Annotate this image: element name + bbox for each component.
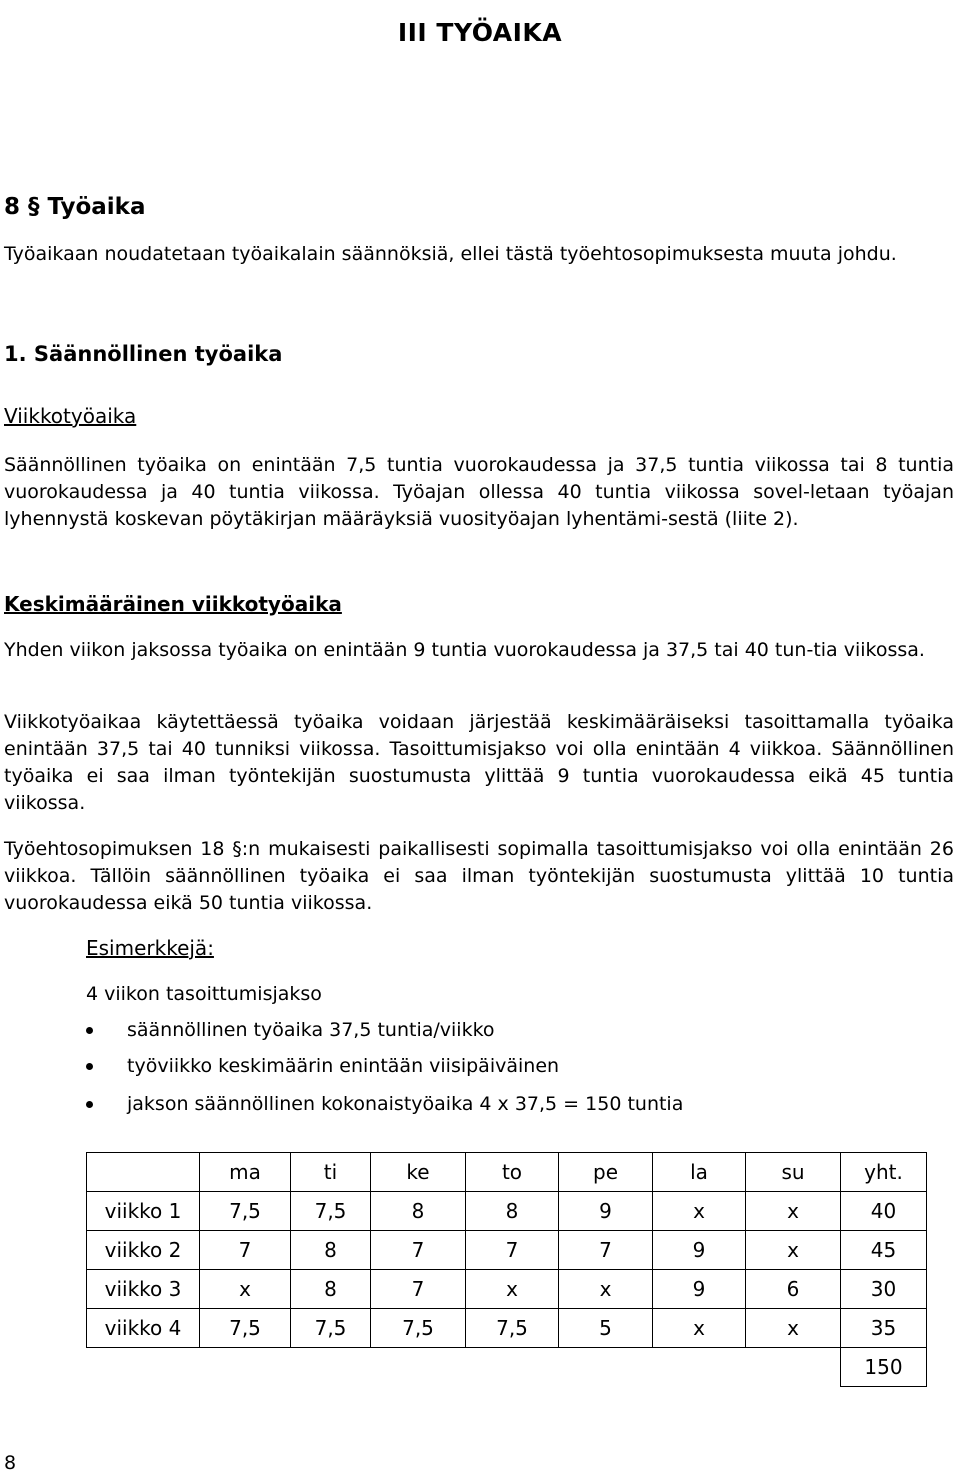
table-cell: 7,5	[200, 1192, 291, 1231]
table-cell: 7	[371, 1270, 466, 1309]
table-total-row	[87, 1348, 927, 1387]
table-total-cell: 150	[841, 1348, 927, 1387]
bullet-item	[86, 1019, 495, 1041]
bullet-dot-icon	[86, 1027, 93, 1034]
table-cell: x	[466, 1270, 559, 1309]
table-row	[87, 1270, 927, 1309]
table-cell: x	[653, 1309, 746, 1348]
table-cell: x	[559, 1270, 653, 1309]
table-cell: 7	[371, 1231, 466, 1270]
table-cell: 7,5	[200, 1309, 291, 1348]
table-header-cell: ma	[200, 1153, 291, 1192]
table-row	[87, 1309, 927, 1348]
table-cell: x	[200, 1270, 291, 1309]
avg-paragraph-2: Viikkotyöaikaa käytettäessä työaika voidaan järjestää keskimääräiseksi tasoittamalla työaika enintään 37,5 tai 40 tunniksi viikossa. Tasoittumisjakso voi olla enintään 4 viikkoa. Säännöllinen työaika ei saa ilman työntekijän suostumusta ylittää 9 tuntia vuorokaudessa eikä 45 tuntia viikossa.	[4, 711, 954, 814]
avg-paragraph-3: Työehtosopimuksen 18 §:n mukaisesti paikallisesti sopimalla tasoittumisjakso voi olla enintään 26 viikkoa. Tällöin säännöllinen työaika ei saa ilman työntekijän suostumusta ylittää 10 tuntia vuorokaudessa eikä 50 tuntia viikossa.	[4, 838, 954, 914]
table-cell: 8	[466, 1192, 559, 1231]
table-header-cell: ti	[291, 1153, 371, 1192]
page-number: 8	[4, 1452, 17, 1474]
bullet-item	[86, 1055, 559, 1077]
subsection-heading: 1. Säännöllinen työaika	[4, 342, 283, 366]
table-cell: x	[746, 1309, 841, 1348]
table-cell: 35	[841, 1309, 927, 1348]
table-cell: 45	[841, 1231, 927, 1270]
table-cell: viikko 3	[87, 1270, 200, 1309]
table-cell: 9	[653, 1270, 746, 1309]
table-cell: 7,5	[291, 1309, 371, 1348]
bullet-dot-icon	[86, 1101, 93, 1108]
table-blank-cell	[87, 1348, 841, 1387]
avg-heading: Keskimääräinen viikkotyöaika	[4, 592, 342, 616]
table-header-cell: pe	[559, 1153, 653, 1192]
table-cell: 8	[291, 1270, 371, 1309]
bullet-text: säännöllinen työaika 37,5 tuntia/viikko	[127, 1019, 495, 1041]
bullet-item	[86, 1093, 683, 1115]
table-cell: 7,5	[291, 1192, 371, 1231]
table-header-cell: su	[746, 1153, 841, 1192]
weekly-text: Säännöllinen työaika on enintään 7,5 tuntia vuorokaudessa ja 37,5 tuntia viikossa tai 8 tuntia vuorokaudessa ja 40 tuntia viikossa. Työajan ollessa 40 tuntia viikossa sovel-letaan työajan lyhennystä koskevan pöytäkirjan määräyksiä vuosityöajan lyhentämi-sestä (liite 2).	[4, 454, 954, 530]
table-cell: viikko 2	[87, 1231, 200, 1270]
examples-period: 4 viikon tasoittumisjakso	[86, 983, 322, 1005]
schedule-table	[86, 1152, 927, 1387]
table-row	[87, 1231, 927, 1270]
table-cell: 30	[841, 1270, 927, 1309]
table-cell: 8	[291, 1231, 371, 1270]
table-cell: 40	[841, 1192, 927, 1231]
table-header-cell: to	[466, 1153, 559, 1192]
table-cell: viikko 1	[87, 1192, 200, 1231]
bullet-text: jakson säännöllinen kokonaistyöaika 4 x 37,5 = 150 tuntia	[127, 1093, 684, 1115]
table-cell: 7,5	[371, 1309, 466, 1348]
weekly-heading: Viikkotyöaika	[4, 404, 137, 428]
table-header-cell: yht.	[841, 1153, 927, 1192]
table-cell: 5	[559, 1309, 653, 1348]
table-header-cell	[87, 1153, 200, 1192]
table-cell: 9	[653, 1231, 746, 1270]
bullet-dot-icon	[86, 1063, 93, 1070]
table-cell: 7	[466, 1231, 559, 1270]
table-header-cell: la	[653, 1153, 746, 1192]
section-intro: Työaikaan noudatetaan työaikalain säännöksiä, ellei tästä työehtosopimuksesta muuta johdu.	[4, 243, 897, 265]
table-header-cell: ke	[371, 1153, 466, 1192]
section-heading: 8 § Työaika	[4, 194, 146, 220]
table-header-row	[87, 1153, 927, 1192]
table-cell: 8	[371, 1192, 466, 1231]
table-cell: 7	[559, 1231, 653, 1270]
table-cell: x	[746, 1231, 841, 1270]
table-cell: 7,5	[466, 1309, 559, 1348]
avg-paragraph-1: Yhden viikon jaksossa työaika on enintään 9 tuntia vuorokaudessa ja 37,5 tai 40 tun-tia viikossa.	[4, 639, 925, 661]
table-cell: 7	[200, 1231, 291, 1270]
examples-heading: Esimerkkejä:	[86, 936, 214, 960]
table-cell: x	[653, 1192, 746, 1231]
table-row	[87, 1192, 927, 1231]
bullet-text: työviikko keskimäärin enintään viisipäiväinen	[127, 1055, 560, 1077]
table-cell: x	[746, 1192, 841, 1231]
table-cell: viikko 4	[87, 1309, 200, 1348]
page-title: III TYÖAIKA	[397, 18, 563, 47]
table-cell: 9	[559, 1192, 653, 1231]
table-cell: 6	[746, 1270, 841, 1309]
